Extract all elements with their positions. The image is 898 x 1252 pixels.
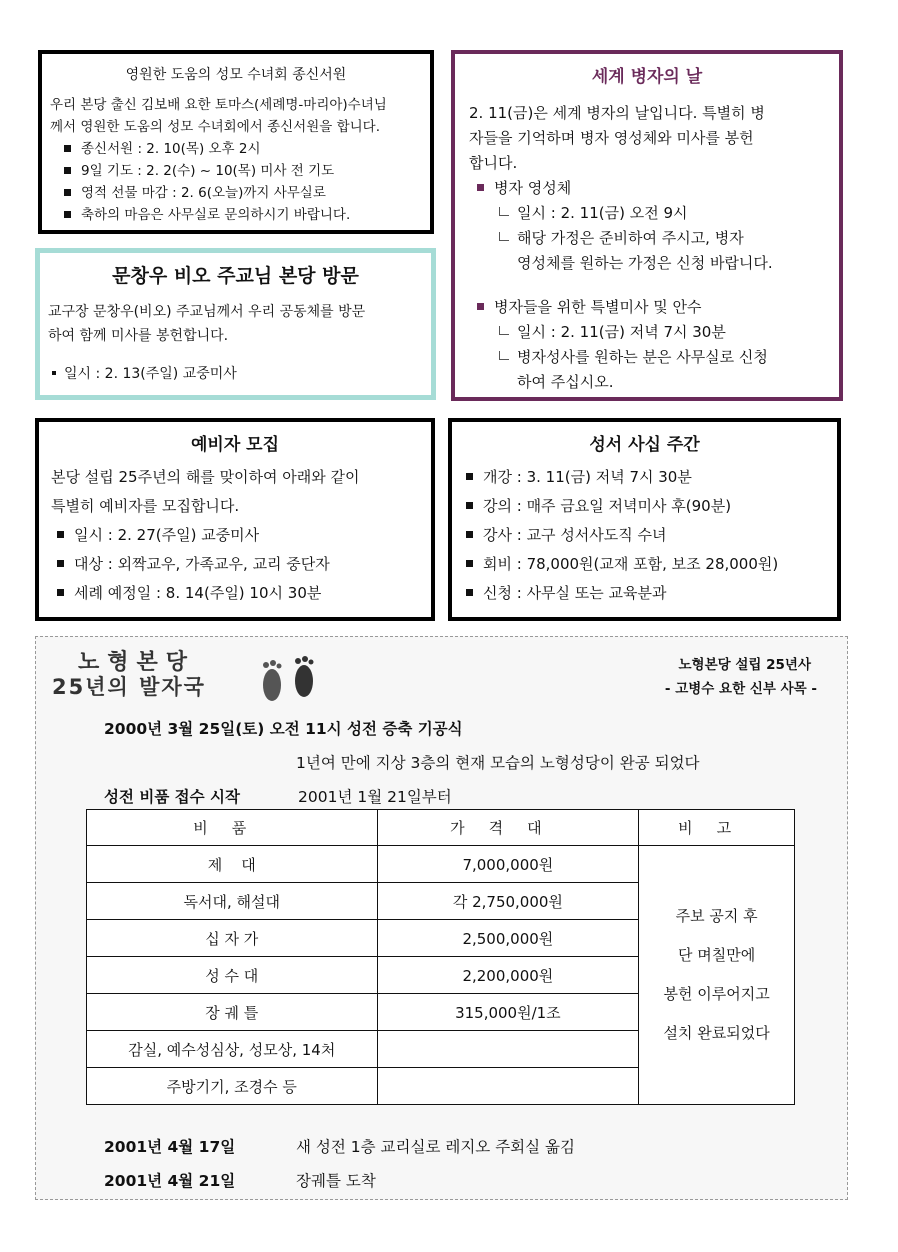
- furnishings-table: [86, 809, 795, 1105]
- note-cell: 주보 공지 후 단 며칠만에 봉헌 이루어지고 설치 완료되었다: [639, 846, 795, 1105]
- list-item: 종신서원 : 2. 10(목) 오후 2시: [50, 138, 422, 160]
- bishop-visit-body-1: 교구장 문창우(비오) 주교님께서 우리 공동체를 방문: [48, 304, 366, 320]
- price-cell: 각 2,750,000원: [377, 883, 639, 920]
- bullet-icon: [466, 560, 473, 567]
- list-item: 강의 : 매주 금요일 저녁미사 후(90분): [466, 492, 823, 521]
- history-banner: [50, 645, 350, 707]
- item-cell: 감실, 예수성심상, 성모상, 14처: [87, 1031, 378, 1068]
- list-item: 병자 영성체: [469, 176, 825, 201]
- list-subitem: 해당 가정은 준비하여 주시고, 병자: [469, 226, 825, 251]
- bullet-icon: [64, 211, 71, 218]
- final-vows-title: 영원한 도움의 성모 수녀회 종신서원: [125, 67, 347, 83]
- corner-arrow-icon: [499, 351, 509, 360]
- header-cell: 비고: [639, 810, 795, 846]
- bullet-icon: [466, 589, 473, 596]
- sick-day-body-1: 2. 11(금)은 세계 병자의 날입니다. 특별히 병: [469, 104, 765, 122]
- catechumen-title: 예비자 모집: [190, 435, 280, 455]
- list-item: 축하의 마음은 사무실로 문의하시기 바랍니다.: [50, 204, 422, 226]
- list-item: 일시 : 2. 27(주일) 교중미사: [51, 521, 419, 550]
- price-cell: [377, 1031, 639, 1068]
- list-item: 대상 : 외짝교우, 가족교우, 교리 중단자: [51, 550, 419, 579]
- item-cell: 장 궤 틀: [87, 994, 378, 1031]
- bible-weeks-title: 성서 사십 주간: [589, 435, 700, 455]
- list-item: 개강 : 3. 11(금) 저녁 7시 30분: [466, 463, 823, 492]
- header-cell: 비품: [87, 810, 378, 846]
- price-cell: [377, 1068, 639, 1105]
- final-vows-intro-1: 우리 본당 출신 김보배 요한 토마스(세례명-마리아)수녀님: [50, 97, 387, 113]
- item-cell: 제 대: [87, 846, 378, 883]
- final-vows-notice: [38, 50, 434, 234]
- list-item: 강사 : 교구 성서사도직 수녀: [466, 521, 823, 550]
- event-legio-move-date: 2001년 4월 17일: [104, 1138, 236, 1156]
- event-groundbreaking-desc: 1년여 만에 지상 3층의 현재 모습의 노형성당이 완공 되었다: [296, 754, 700, 772]
- bishop-visit-notice: [35, 248, 436, 400]
- banner-line-1: 노형본당: [78, 650, 196, 675]
- list-subitem: 일시 : 2. 11(금) 저녁 7시 30분: [469, 320, 825, 345]
- bullet-icon: [57, 560, 64, 567]
- list-item: 신청 : 사무실 또는 교육분과: [466, 579, 823, 608]
- catechumen-body-2: 특별히 예비자를 모집합니다.: [51, 497, 240, 515]
- bullet-icon: [64, 189, 71, 196]
- list-item: 회비 : 78,000원(교재 포함, 보조 28,000원): [466, 550, 823, 579]
- list-subitem-cont: 하여 주십시오.: [517, 373, 614, 391]
- corner-arrow-icon: [499, 326, 509, 335]
- corner-arrow-icon: [499, 207, 509, 216]
- footprints-icon: [248, 655, 328, 705]
- price-cell: 2,500,000원: [377, 920, 639, 957]
- event-kneeler-date: 2001년 4월 21일: [104, 1172, 236, 1190]
- sick-day-body-3: 합니다.: [469, 154, 518, 172]
- history-source-author: - 고병수 요한 신부 사목 -: [664, 681, 817, 697]
- bullet-icon: [64, 167, 71, 174]
- world-day-of-sick-title: 세계 병자의 날: [591, 67, 703, 87]
- event-donation-label: 성전 비품 접수 시작: [104, 788, 240, 806]
- item-cell: 주방기기, 조경수 등: [87, 1068, 378, 1105]
- price-cell: 7,000,000원: [377, 846, 639, 883]
- item-cell: 성 수 대: [87, 957, 378, 994]
- world-day-of-sick-notice: [451, 50, 843, 401]
- banner-line-2: 25년의 발자국: [52, 675, 206, 699]
- list-item: 세례 예정일 : 8. 14(주일) 10시 30분: [51, 579, 419, 608]
- catechumen-body-1: 본당 설립 25주년의 해를 맞이하여 아래와 같이: [51, 468, 360, 486]
- table-row: [87, 846, 795, 883]
- bullet-icon: [477, 184, 484, 191]
- bullet-icon: [466, 531, 473, 538]
- bullet-icon: [466, 502, 473, 509]
- list-item: 병자들을 위한 특별미사 및 안수: [469, 295, 825, 320]
- parish-history-section: [35, 636, 848, 1200]
- event-legio-move-desc: 새 성전 1층 교리실로 레지오 주회실 옮김: [296, 1138, 575, 1156]
- bullet-icon: [466, 473, 473, 480]
- bullet-icon: [57, 589, 64, 596]
- corner-arrow-icon: [499, 232, 509, 241]
- event-donation-date: 2001년 1월 21일부터: [298, 788, 452, 806]
- bullet-icon: [57, 531, 64, 538]
- bullet-icon: [52, 371, 56, 375]
- event-kneeler-desc: 장궤틀 도착: [296, 1172, 376, 1190]
- list-item: 9일 기도 : 2. 2(수) ~ 10(목) 미사 전 기도: [50, 160, 422, 182]
- history-source-title: 노형본당 설립 25년사: [678, 657, 811, 673]
- catechumen-recruit-notice: [35, 418, 435, 621]
- sick-day-body-2: 자들을 기억하며 병자 영성체와 미사를 봉헌: [469, 129, 754, 147]
- list-subitem: 일시 : 2. 11(금) 오전 9시: [469, 201, 825, 226]
- header-cell: 가격대: [377, 810, 639, 846]
- final-vows-intro-2: 께서 영원한 도움의 성모 수녀회에서 종신서원을 합니다.: [50, 119, 380, 135]
- event-groundbreaking: 2000년 3월 25일(토) 오전 11시 성전 증축 기공식: [104, 720, 463, 738]
- list-subitem: 병자성사를 원하는 분은 사무실로 신청: [469, 345, 825, 370]
- list-item: 일시 : 2. 13(주일) 교중미사: [48, 362, 423, 386]
- bishop-visit-title: 문창우 비오 주교님 본당 방문: [112, 265, 359, 287]
- price-cell: 315,000원/1조: [377, 994, 639, 1031]
- list-item: 영적 선물 마감 : 2. 6(오늘)까지 사무실로: [50, 182, 422, 204]
- bishop-visit-body-2: 하여 함께 미사를 봉헌합니다.: [48, 328, 229, 344]
- item-cell: 독서대, 해설대: [87, 883, 378, 920]
- table-header: [87, 810, 795, 846]
- bible-40-weeks-notice: [448, 418, 841, 621]
- item-cell: 십 자 가: [87, 920, 378, 957]
- list-subitem-cont: 영성체를 원하는 가정은 신청 바랍니다.: [517, 254, 773, 272]
- price-cell: 2,200,000원: [377, 957, 639, 994]
- bullet-icon: [64, 145, 71, 152]
- bullet-icon: [477, 303, 484, 310]
